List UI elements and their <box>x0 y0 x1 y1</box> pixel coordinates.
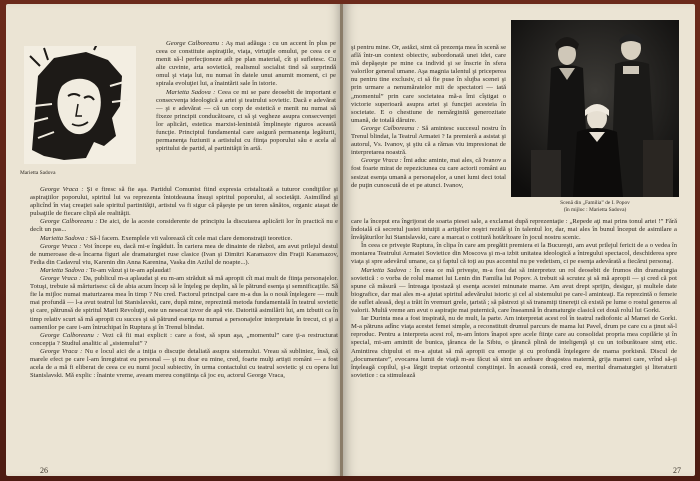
paragraph-text: De aici, de la aceste considerente de principiu la discutarea aplicării lor în practică nu e decît un pas... <box>30 218 338 234</box>
portrait-caption: Marietta Sadova <box>20 170 56 176</box>
left-top-column <box>156 40 336 153</box>
speaker: Marietta Sadova : <box>361 266 412 274</box>
paragraph-text: şi pentru mine. Or, astăzi, simt că prezenţa mea în scenă se află într-un context obiectiv, subordonată unei idei, care mă depăşeşte pe mine ca individ şi se înscrie în sfera valorilor general umane. Aşa magnia talentul şi priceperea nu pentru tine exclusiv, ci să fie puse în slujba scenei şi prin urmare a nenumăratelor mii de spectatori — iată „momentul” prin care societatea mă-a îmi cîştigat o victorie superioară asupra artei şi funcţiei acesteia în societate. E o chestiune de nemărginită generozitate umană, de totală dăruire. <box>351 44 506 124</box>
speaker: George Calboreanu : <box>361 124 420 132</box>
speaker: Marietta Sadova : <box>40 234 88 242</box>
speaker: George Vraca : <box>361 157 402 165</box>
portrait-sketch-icon <box>24 46 136 164</box>
paragraph-text: Îmi aduc aminte, mai ales, că Ivanov a fost foarte mirat de repeziciunea cu care actorii români au sesizat esenţa umană a personajelor, a unei lumi deci total de puţin cunoscută de ei pe atunci. Ivanov, <box>351 157 506 189</box>
paragraph-text: Te-am văzut şi te-am aplaudat! <box>89 266 172 274</box>
speaker: Marietta Sadova : <box>40 266 88 274</box>
left-body-text <box>30 186 338 380</box>
photo-caption-line2: (în mijloc : Marietta Sadova) <box>563 207 627 213</box>
speaker: George Calboreanu : <box>40 218 98 226</box>
right-body-text <box>351 218 677 380</box>
portrait-drawing <box>24 46 136 164</box>
paragraph-text: Aş mai adăuga : cu un accent în plus pe ceea ce constituie aspiraţiile, viaţa, virtuţile omului, pe ceea ce e menit să-l perfecţioneze atît pe plan material, cît şi sufletesc. Cu alte cuvinte, arta sovietică, realismul socialist tind să surprindă omul şi viaţa lui, nu numai în datele unui anumit moment, ci pe spirala evoluţiei lui, a înaintării sale în istorie. <box>156 40 336 88</box>
paragraph-text: Vezi că fii mai explicit : care a fost, să spun aşa, „momentul” care ţi-a restructurat concepţia ? Studiul analitic al „sistemului” ? <box>30 331 338 347</box>
paragraph-text: Nu e locul aici de a iniţia o discuţie detaliată asupra sistemului. Vreau să subliniez, însă, că marele efect pe care l-am înregistrat eu personal — şi nu doar eu mine, cred, foarte mulţi artişti români — a fost acela de a mă fi eliberat de ceea ce eu numi jocul subiectiv, în urma contactului cu teatrul sovietic şi cu opera lui Stanislavski. Mă explic : înainte vreme, aveam mereu conştiinţa că joc eu, actorul George Vraca, <box>30 347 338 380</box>
photo-caption <box>513 200 677 214</box>
speaker: George Vraca : <box>40 186 84 193</box>
left-page <box>6 4 342 476</box>
speaker: George Calboreanu : <box>166 40 224 47</box>
paragraph-text: Să-l facem. Exemplele vii valorează cît cele mai clare demonstraţii teoretice. <box>89 234 293 242</box>
stage-scene-photo-icon <box>511 20 679 197</box>
speaker: George Vraca : <box>40 242 82 250</box>
paragraph-text: Voi începe eu, dacă mi-e îngăduit. În cariera mea de dinainte de război, am avut prilejul destul de numeroase de-a încarna figuri ale dramaturgiei ruse clasice (Ivan şi Dimitri Karamazov din Fraţii Karamazov, Fedia din Cadavrul viu, Karenin din Anna Karenina, Vaska din Azilul de noapte...). <box>30 242 339 266</box>
page-number-left: 26 <box>40 466 48 475</box>
speaker: George Calboreanu : <box>40 331 100 339</box>
speaker: George Vraca : <box>40 275 82 283</box>
speaker: George Vraca : <box>40 347 83 355</box>
page-number-right: 27 <box>673 466 681 475</box>
stage-photo <box>511 20 679 197</box>
paragraph-text: În ceea ce mă priveşte, m-a fost dat să interpretez un rol deosebit de frumos din dramaturgia sovietică : o vorba de rolul mamei lui Lenin din Familia lui Popov. A trebuit să scrutez şi să mă apropii — şi cred că pot spune că măsură — întreaga ipostază şi esenţa acestei minunate mame. Am avut drept sprijin, desigur, şi multele date biografice, dar mai ales m-a ajutat spiritul adevărului istoric şi cel al sistemului pe care-l aminteaţi. Ea reprezintă o femeie de suflet aleasă, deşi a trăit în vremuri grele, ţaristă ; să păstrezi şi să transmiţi tinereţii că există pe lume o rostul generos al valorii. Multă vreme am avut o aspiraţie mai puternică, care înseamnă în dramaturgie clasică cei două rolul lui Gorki. <box>351 266 678 315</box>
paragraph-text: Şi e firesc să fie aşa. Partidul Comunist fiind expresia cristalizată a tuturor condiţiilor şi aspiraţiilor poporului, spiritul lui va reprezenta întotdeauna însuşi spiritul poporului, al societăţii. Asimilînd şi aplicînd în viaţ creaţiei sale spiritul partinităţii, artistul va fi sigur că păşeşte pe un teren sănătos, organic ataşat de pulsaţiile de fiecare clipă ale realităţii. <box>30 186 338 218</box>
paragraph-text: În ceea ce priveşte Ruptura, în clipa în care am pregătit premiera ei la Bucureşti, am avut prilejul fericit de a o vedea în montarea Teatrului Armatei Sovietice din Moscova şi m-a izbit unitatea ideologică a întregului spectacol, deschiderea spre viaţa şi spre adevărul umane, ca şi faptul că toţi au pus accentul nu pe vedetism, ci pe esenţa adevărată a fiecărui personaj. <box>351 242 677 266</box>
paragraph-text: care la început era îngrijorat de soarta piesei sale, a exclamat după reprezentaţie : „Repede aţi mai prins tonul artei !” Fără îndoială că secretul justei intuiţii a artiştilor noştri rezidă şi în talentul lor, dar, mai ales în bunul început de asimilare a învăţăturilor lui Stanislavski, care a marcat o cotitură hotărîtoare în jocul nostru scenic. <box>351 218 677 242</box>
paragraph-text: Iar Durinta mea a fost inspirată, nu de mult, la parte. Am interpretat acest rol în teatrul radiofonic al Mamei de Gorki. M-a pătruns adînc viaţa acestei femei simple, a reconstituit drumul parcurs de mama lui Pavel, drum pe care cu a ţinut să-l reproduc. Pentru a interpreta acest rol, m-am întors înapoi spre acele fiinţe care au consolidat propria mea copilărie şi în special, mi-am amintit de bunica, ţăranca de la Sibiu, o ţărancă plină de inteligenţă şi cu un toiburătoare simţ etic. Amintirea chipului ei m-a ajutat să mă apropii cu emoţie şi cu profundă înţelegere de mama porkisnă. Discul de „documentare”, evocarea lumii de viaţă m-au făcut să simt un ardoare dragostea maternă, grija mamei care, vrînd să-şi înţeleagă copilul, şi-a lărgit treptat orizontul conştiinţei. În această constă, cred eu, meritul dramaturgiei şi literaturii sovietice : ca stimulează <box>351 315 677 379</box>
right-top-column <box>351 44 506 190</box>
speaker: Marietta Sadova : <box>166 88 216 96</box>
paragraph-text: Da, publicul m-a aplaudat şi eu m-am străduit să mă apropii cît mai mult de fiinţa personajelor. Totuşi, trebuie să mărturisesc că de abia acum încep să le înţeleg pe deplin, să le pătrund esenţa şi semnificaţiile. Să fie la mijloc numai maturizarea mea în timp ? Nu cred. Factorul principal care m-a dus la o nouă înţelegere — mult mai profundă — l-a avut teatrul lui Stanislavski, care, după mine, reprezintă metoda fundamentală în teatrul sovietic şi care, pătrunsă de spiritul Marii Revoluţii, este un nesecat izvor de apă vie. Datorită asimilării lui, am izbutit ca în timp relativ scurt să mă apropii cu succes şi să pătrund esenţa nu numai a personajelor interpretate în trecut, ci şi a oamenilor pe care i-am întruchipat în Ruptura şi în Trenul blindat. <box>30 275 338 331</box>
right-page <box>343 4 695 476</box>
paragraph-text: Ceea ce mi se pare deosebit de important e consecvenţa ideologică a artei şi teatrului sovietic. Dacă e adevărat — şi e adevărat — că un corp de estetică e menit nu numai să fixeze principii conducătoare, ci să şi vegheze asupra consecvenţei lor aplicări, estetica marxist-leninistă împlineşte riguros această funcţie. Principiul fundamental care asigură permanenţa legăturii, permanenţa fuziunii a artistului cu fiinţa poporului său e acela al spiritului de partid, al partinităţii în artă. <box>156 88 336 153</box>
photo-caption-line1: Scenă din „Familia” de I. Popov <box>560 200 630 206</box>
paragraph-text: Să amintesc succesul nostru în Trenul blindat, la Teatrul Armatei ? Ia premieră a asistat şi autorul, Vs. Ivanov, şi ştiu că a rămas viu impresionat de interpretarea noastră. <box>351 124 506 157</box>
